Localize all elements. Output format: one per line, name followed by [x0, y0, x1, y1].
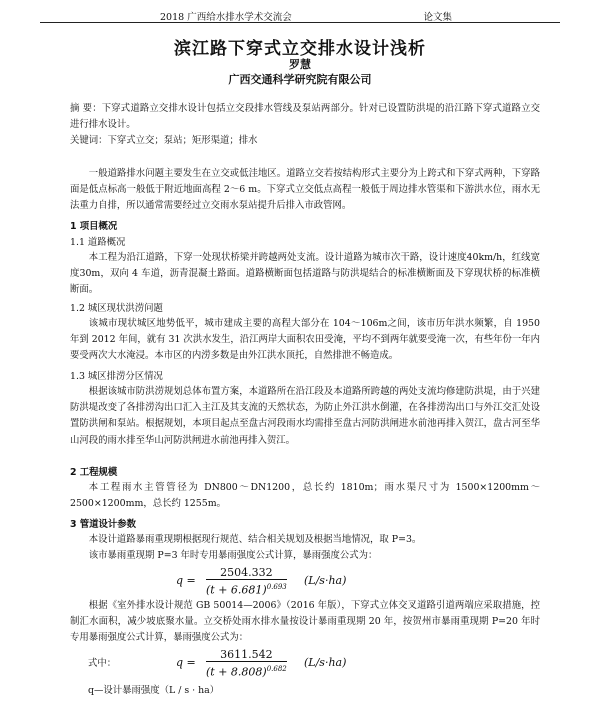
author-affiliation: 广西交通科学研究院有限公司 — [228, 73, 372, 86]
formula-denominator: $(t + 8.808)^{0.682}$ — [206, 665, 287, 679]
paragraph-1-1: 本工程为沿江道路，下穿一处现状桥梁并跨越两处支流。设计道路为城市次干路，设计速度40km/h，红线宽度30m，双向 4 车道，沥青混凝土路面。道路横断面包括道路与防洪堤结合的标准横断面及下穿现状桥的标准横断面。 — [70, 252, 540, 296]
running-header — [40, 6, 560, 23]
paragraph-1-2: 该城市现状城区地势低平，城市建成主要的高程大部分在 104～106m之间，该市历年洪水频繁，自 1950 年到 2012 年间，就有 31 次洪水发生，沿江两岸大面积农田受淹，平均不到两年就要受淹一次，有些年份一年内要受两次大水淹浸。本市区的内涝多数是由外江洪水顶托，自然排泄不畅造成。 — [70, 318, 540, 362]
variable-definition-q: q—设计暴雨强度（L / s · ha） — [88, 685, 220, 696]
paragraph-3-1: 本设计道路暴雨重现期根据现行规范、结合相关规划及根据当地情况，取 P=3。 — [88, 534, 422, 545]
formula-numerator: 3611.542 — [206, 648, 287, 662]
section-2-body — [70, 480, 540, 512]
subsection-heading-1-3: 1.3 城区排涝分区情况 — [70, 371, 163, 382]
where-label: 式中： — [88, 658, 117, 669]
formula-exponent: 0.693 — [266, 583, 287, 591]
formula-exponent: 0.682 — [266, 665, 287, 673]
section-1-1-body — [70, 250, 540, 299]
formula-lhs: q = — [176, 574, 196, 587]
formula-fraction — [206, 566, 287, 598]
formula-unit: (L/s·ha) — [304, 656, 347, 669]
rainfall-formula-p3 — [176, 566, 436, 598]
formula-numerator: 2504.332 — [206, 566, 287, 580]
proceedings-label: 论文集 — [423, 12, 452, 23]
formula-unit: (L/s·ha) — [304, 574, 347, 587]
section-heading-1: 1 项目概况 — [70, 221, 118, 232]
rainfall-formula-p20 — [176, 648, 436, 680]
formula-lhs: q = — [176, 656, 196, 669]
paper-title: 滨江路下穿式立交排水设计浅析 — [174, 39, 426, 59]
section-3-body-b — [70, 598, 540, 647]
section-heading-3: 3 管道设计参数 — [70, 519, 137, 530]
section-1-2-body — [70, 316, 540, 365]
intro-paragraph: 一般道路排水问题主要发生在立交或低洼地区。道路立交若按结构形式主要分为上跨式和下穿式两种，下穿路面是低点标高一般低于附近地面高程 2～6 m。下穿式立交低点高程一般低于周边排水管渠和下游洪水位，雨水无法重力自排，所以通常需要经过立交雨水泵站提升后排入市政管网。 — [70, 168, 540, 212]
subsection-heading-1-2: 1.2 城区现状洪涝问题 — [70, 303, 163, 314]
abstract — [70, 101, 540, 150]
keywords: 关键词：下穿式立交；泵站；矩形渠道；排水 — [70, 135, 258, 147]
formula-fraction — [206, 648, 287, 680]
subsection-heading-1-1: 1.1 道路概况 — [70, 237, 126, 248]
conference-name: 2018 广西给水排水学术交流会 — [160, 12, 292, 23]
paragraph-3-3: 根据《室外排水设计规范 GB 50014—2006》（2016 年版），下穿式立体交叉道路引道两端应采取措施，控制汇水面积，减少坡底聚水量。立交桥处雨水排水量按设计暴雨重现期 20 年，按贺州市暴雨重现期 P=20 年时专用暴雨强度公式计算，暴雨强度公式为： — [70, 600, 540, 644]
section-1-3-body — [70, 384, 540, 449]
abstract-text: 摘 要：下穿式道路立交排水设计包括立交段排水管线及泵站两部分。针对已设置防洪堤的沿江路下穿式道路立交进行排水设计。 — [70, 103, 540, 131]
section-heading-2: 2 工程规模 — [70, 467, 118, 478]
author-name: 罗慧 — [289, 58, 311, 71]
paragraph-2: 本工程雨水主管管径为 DN800～DN1200，总长约 1810m；雨水渠尺寸为 1500×1200mm～2500×1200mm，总长约 1255m。 — [70, 482, 540, 510]
introduction — [70, 166, 540, 215]
section-3-body-a — [70, 532, 540, 564]
paragraph-1-3: 根据该城市防洪涝规划总体布置方案，本道路所在沿江段及本道路所跨越的两处支流均修建防洪堤，由于兴建防洪堤改变了各排涝沟出口汇入主江及其支流的天然状态，为防止外江洪水倒灌，在各排涝沟出口与外江交汇处设置防洪闸和泵站。根据规划，本项目起点至盘古河段雨水均需排至盘古河防洪闸进水前池再排入贺江，盘古河至华山河段的雨水排至华山河防洪闸进水前池再排入贺江。 — [70, 386, 540, 446]
formula-denominator: $(t + 6.681)^{0.693}$ — [206, 583, 287, 597]
paragraph-3-2: 该市暴雨重现期 P=3 年时专用暴雨强度公式计算，暴雨强度公式为： — [88, 550, 378, 562]
